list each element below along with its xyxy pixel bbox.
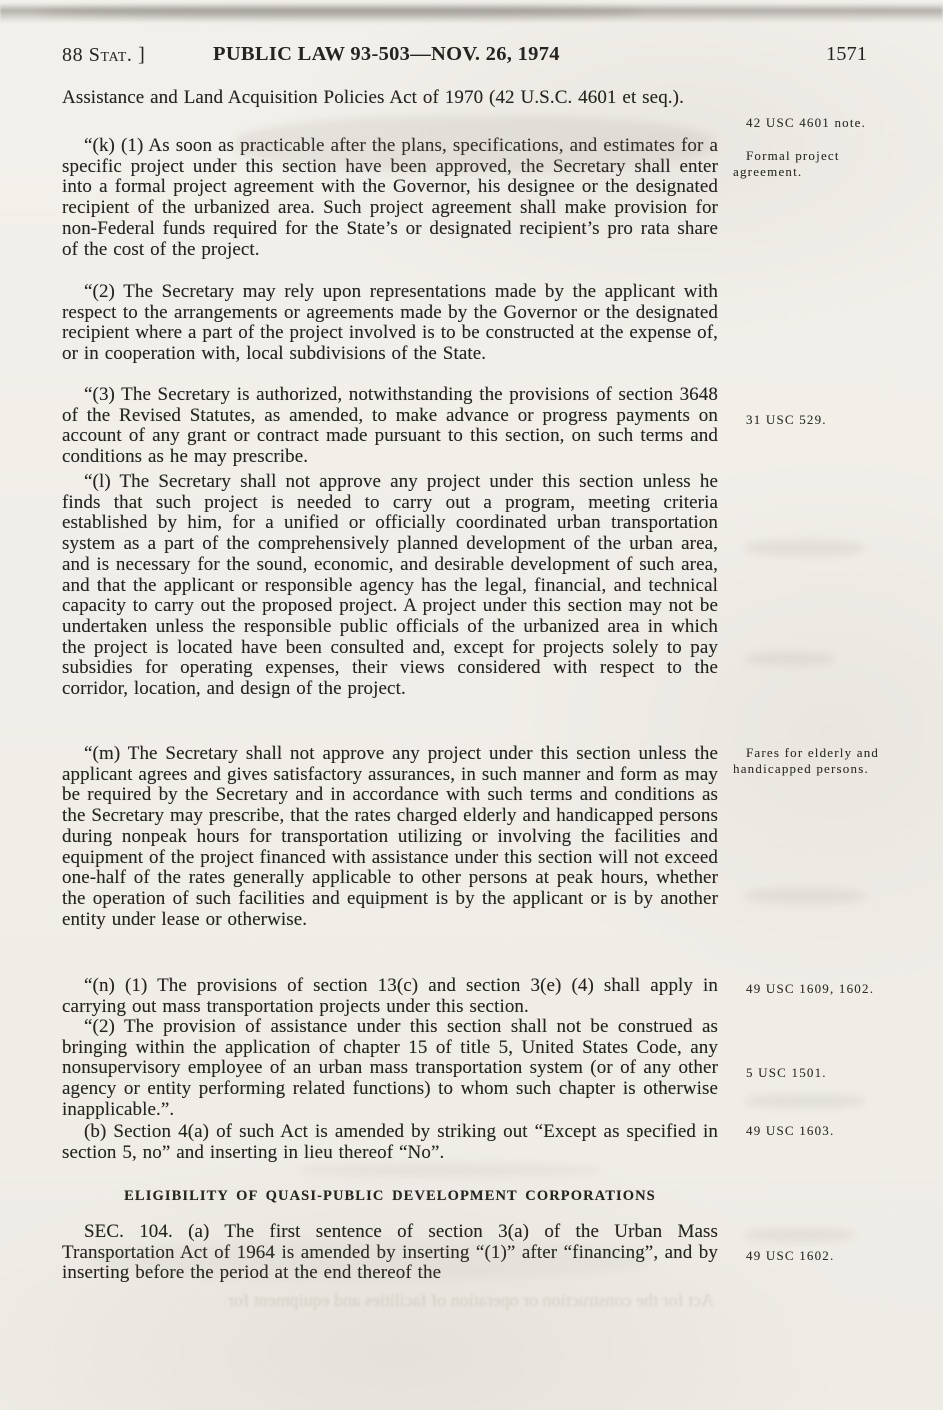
bleedthrough-artifact: [300, 1164, 600, 1176]
paragraph-k-2: “(2) The Secretary may rely upon representations made by the applicant with respect to the arrangements or agreements made by the Governor or the designated recipient where a part of the project involved is to be constructed at the expense of, or in cooperation with, local subdivisions of the State.: [62, 281, 718, 365]
scanner-edge-artifact: [40, 6, 640, 18]
margin-note-usc-1602: 49 USC 1602.: [746, 1248, 835, 1263]
margin-note-usc-1609-1602: 49 USC 1609, 1602.: [746, 981, 875, 996]
bleedthrough-artifact: [235, 116, 715, 172]
bleedthrough-artifact: [745, 540, 865, 556]
section-heading: ELIGIBILITY OF QUASI-PUBLIC DEVELOPMENT CORPORATIONS: [124, 1188, 656, 1204]
page-number: 1571: [826, 43, 867, 65]
bleedthrough-artifact: [745, 1094, 865, 1108]
paragraph-n-2: “(2) The provision of assistance under this section shall not be construed as bringing within the application of chapter 15 of title 5, United States Code, any nonsupervisory employee of an urban mass transportation system (or of any other agency or entity performing related functions) to whom such chapter is otherwise inapplicable.”.: [62, 1016, 718, 1120]
bleedthrough-artifact: [745, 652, 835, 666]
paragraph-m: “(m) The Secretary shall not approve any project under this section unless the applicant agrees and gives satisfactory assurances, in such manner and form as may be required by the Secretary and in accordance with such terms and conditions as the Secretary may prescribe, that the rates charged elderly and handicapped persons during nonpeak hours for transportation utilizing or involving the facilities and equipment of the project financed with assistance under this section will not exceed one-half of the rates generally applicable to other persons at peak hours, whether the operation of such facilities and equipment is by the applicant or is by another entity under lease or otherwise.: [62, 743, 718, 930]
running-head-statute-volume: 88 Stat. ]: [62, 44, 146, 66]
paragraph-sec-104: SEC. 104. (a) The first sentence of section 3(a) of the Urban Mass Transportation Act of 1964 is amended by inserting “(1)” after “financing”, and by inserting before the period at the end thereof the: [62, 1221, 718, 1284]
paragraph-l: “(l) The Secretary shall not approve any project under this section unless he finds that such project is needed to carry out a program, meeting criteria established by him, for a unified or officially coordinated urban transportation system as a part of the comprehensively planned development of the urban area, and is necessary for the sound, economic, and desirable development of such area, and that the applicant or responsible agency has the legal, financial, and technical capacity to carry out the proposed project. A project under this section may not be undertaken unless the responsible public officials of the urbanized area in which the project is located have been consulted and, except for projects solely to pay subsidies for operating expenses, their views considered with respect to the corridor, location, and design of the project.: [62, 471, 718, 700]
margin-note-usc-529: 31 USC 529.: [746, 412, 827, 427]
bleedthrough-artifact: [745, 888, 865, 904]
margin-note-usc-1603: 49 USC 1603.: [746, 1123, 835, 1138]
paragraph-k-1: “(k) (1) As soon as practicable after the plans, specifications, and estimates for a specific project under this section have been approved, the Secretary shall enter into a formal project agreement with the Governor, his designee or the designated recipient of the urbanized area. Such project agreement shall make provision for non-Federal funds required for the State’s or designated recipient’s pro rata share of the cost of the project.: [62, 135, 718, 260]
bleedthrough-text: Act for the construction or operation of facilities and equipment for: [228, 1290, 714, 1310]
paragraph-k-3: “(3) The Secretary is authorized, notwithstanding the provisions of section 3648 of the Revised Statutes, as amended, to make advance or progress payments on account of any grant or contract made pursuant to this section, on such terms and conditions as he may prescribe.: [62, 384, 718, 468]
paragraph-b: (b) Section 4(a) of such Act is amended by striking out “Except as specified in section 5, no” and inserting in lieu thereof “No”.: [62, 1121, 718, 1163]
paragraph-n-1: “(n) (1) The provisions of section 13(c) and section 3(e) (4) shall apply in carrying out mass transportation projects under this section.: [62, 975, 718, 1017]
margin-note-usc-1501: 5 USC 1501.: [746, 1065, 827, 1080]
paragraph-continuation: Assistance and Land Acquisition Policies Act of 1970 (42 U.S.C. 4601 et seq.).: [62, 87, 684, 108]
margin-note-usc-4601: 42 USC 4601 note.: [746, 115, 867, 130]
bleedthrough-artifact: [90, 1240, 650, 1280]
running-head-law-title: PUBLIC LAW 93-503—NOV. 26, 1974: [213, 43, 560, 65]
margin-note-formal-project-agreement: Formal project agreement.: [733, 148, 840, 179]
bleedthrough-artifact: [745, 1228, 855, 1242]
margin-note-fares-elderly-handicapped: Fares for elderly and handicapped persons.: [733, 745, 880, 776]
